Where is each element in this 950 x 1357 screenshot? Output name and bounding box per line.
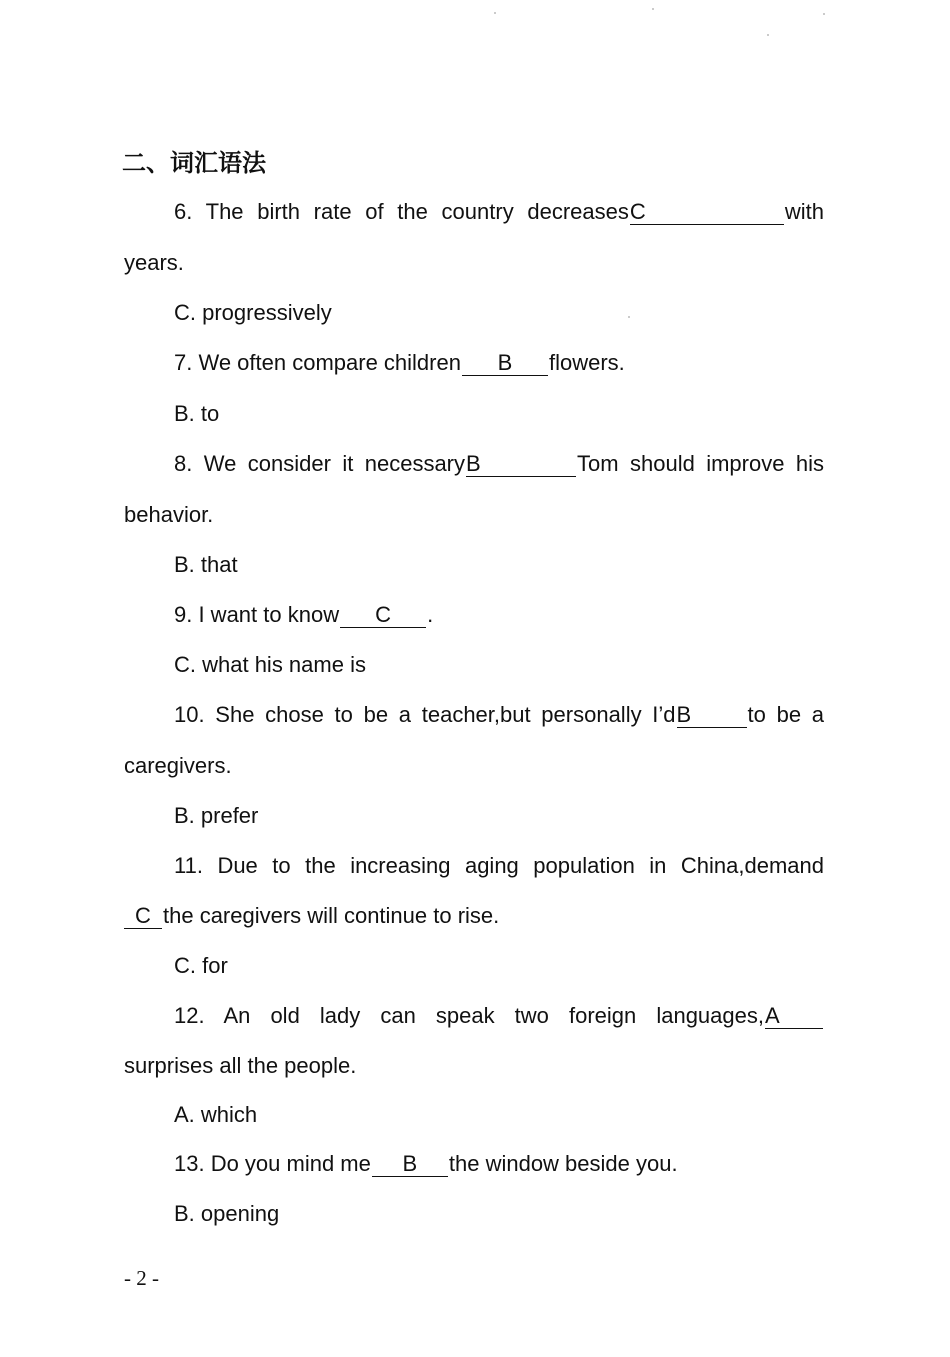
question-text: 6. The birth rate of the country decreases: [174, 199, 629, 224]
answer-option-11: C. for: [174, 953, 228, 978]
answer-option-13: B. opening: [174, 1201, 280, 1226]
answer-option-7: B. to: [174, 401, 220, 426]
question-8-continuation: behavior.: [124, 502, 214, 527]
answer-blank: B: [372, 1152, 448, 1177]
answer-option-9: C. what his name is: [174, 652, 366, 677]
question-7: [174, 349, 824, 377]
question-10: [174, 701, 824, 729]
question-12-continuation: surprises all the people.: [124, 1053, 357, 1078]
question-13: [174, 1150, 824, 1178]
answer-blank: B: [677, 703, 747, 728]
answer-blank: C: [124, 904, 162, 929]
answer-option-6: C. progressively: [174, 300, 332, 325]
answer-blank: B: [466, 452, 576, 477]
scan-speck: [628, 316, 630, 318]
question-6-continuation: years.: [124, 250, 184, 275]
answer-option-8: B. that: [174, 552, 238, 577]
question-text: 10. She chose to be a teacher,but personally I’d: [174, 702, 676, 727]
section-title: 二、词汇语法: [122, 148, 266, 177]
scan-speck: [823, 13, 825, 15]
question-text: flowers.: [548, 350, 625, 375]
question-text: 7. We often compare children: [174, 350, 461, 375]
answer-blank: C: [630, 200, 784, 225]
answer-option-12: A. which: [174, 1102, 258, 1127]
question-text: 11. Due to the increasing aging population in China,demand: [174, 853, 824, 878]
answer-blank: B: [462, 351, 548, 376]
question-text: 9. I want to know: [174, 602, 340, 627]
question-text: .: [427, 602, 434, 627]
scan-speck: [767, 34, 769, 36]
question-6: [174, 198, 824, 226]
question-text: to be a: [747, 702, 825, 727]
answer-option-10: B. prefer: [174, 803, 259, 828]
question-text: with: [784, 199, 824, 224]
question-text: the window beside you.: [448, 1151, 678, 1176]
answer-blank: C: [340, 603, 426, 628]
question-text: the caregivers will continue to rise.: [163, 903, 500, 928]
question-11-continuation: [124, 902, 499, 930]
question-text: 12. An old lady can speak two foreign languages,: [174, 1003, 764, 1028]
question-text: 13. Do you mind me: [174, 1151, 371, 1176]
question-11: [174, 852, 824, 880]
question-9: [174, 601, 824, 629]
scan-speck: [494, 12, 496, 14]
question-text: Tom should improve his: [577, 451, 824, 476]
scan-speck: [652, 8, 654, 10]
answer-blank: A: [765, 1004, 823, 1029]
question-text: 8. We consider it necessary: [174, 451, 466, 476]
question-12: [174, 1002, 824, 1030]
question-10-continuation: caregivers.: [124, 753, 232, 778]
question-8: [174, 450, 824, 478]
page-number: - 2 -: [124, 1266, 159, 1290]
